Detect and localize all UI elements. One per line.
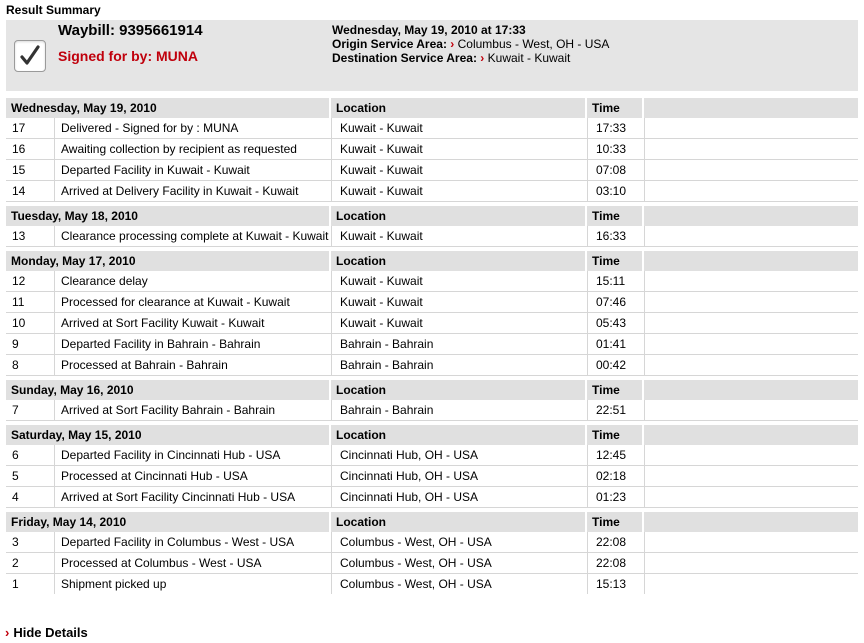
event-description: Shipment picked up: [54, 574, 331, 594]
event-number: 2: [6, 553, 54, 574]
table-row: [6, 292, 858, 313]
event-location: Columbus - West, OH - USA: [331, 574, 587, 594]
event-location: Kuwait - Kuwait: [331, 292, 587, 313]
row-filler: [644, 271, 858, 292]
event-location: Cincinnati Hub, OH - USA: [331, 445, 587, 466]
table-row: [6, 532, 858, 553]
event-time: 22:08: [587, 532, 644, 553]
header-filler: [644, 98, 858, 118]
event-location: Cincinnati Hub, OH - USA: [331, 487, 587, 508]
event-description: Processed for clearance at Kuwait - Kuwait: [54, 292, 331, 313]
event-time: 16:33: [587, 226, 644, 247]
row-filler: [644, 313, 858, 334]
row-filler: [644, 532, 858, 553]
event-number: 8: [6, 355, 54, 376]
date-header: Friday, May 14, 2010: [6, 512, 331, 532]
table-row: [6, 118, 858, 139]
event-number: 12: [6, 271, 54, 292]
row-filler: [644, 118, 858, 139]
event-number: 1: [12, 577, 19, 591]
event-location: Kuwait - Kuwait: [331, 160, 587, 181]
date-group-header: [6, 425, 858, 445]
event-location: Kuwait - Kuwait: [331, 313, 587, 334]
event-number: 14: [6, 181, 54, 202]
signed-for-status: Signed for by: MUNA: [58, 48, 198, 64]
destination-value: Kuwait - Kuwait: [487, 51, 571, 65]
row-filler: [644, 160, 858, 181]
hide-details-link[interactable]: [5, 625, 88, 640]
table-row: [6, 445, 858, 466]
event-time: 01:41: [587, 334, 644, 355]
date-header: Monday, May 17, 2010: [6, 251, 331, 271]
tracking-events-table: [6, 98, 858, 594]
event-time: 01:23: [587, 487, 644, 508]
row-filler: [644, 553, 858, 574]
event-number: 6: [6, 445, 54, 466]
event-location: Kuwait - Kuwait: [331, 226, 587, 247]
result-summary-panel: [6, 20, 858, 91]
table-row: [6, 334, 858, 355]
event-number: 16: [6, 139, 54, 160]
row-filler: [644, 334, 858, 355]
location-column-header: Location: [331, 425, 587, 445]
event-description: Awaiting collection by recipient as requested: [54, 139, 331, 160]
origin-arrow-icon: ›: [450, 37, 455, 51]
event-time: 02:18: [587, 466, 644, 487]
origin-value: Columbus - West, OH - USA: [457, 37, 610, 51]
table-row: [6, 160, 858, 181]
event-time: 15:13: [587, 574, 644, 594]
header-filler: [644, 206, 858, 226]
row-filler: [644, 487, 858, 508]
event-time: 15:11: [587, 271, 644, 292]
date-header: Wednesday, May 19, 2010: [6, 98, 331, 118]
row-filler: [644, 445, 858, 466]
table-row: [6, 466, 858, 487]
event-time: 05:43: [587, 313, 644, 334]
event-description: Processed at Cincinnati Hub - USA: [54, 466, 331, 487]
event-time: 00:42: [587, 355, 644, 376]
table-row: [6, 574, 858, 594]
event-location: Cincinnati Hub, OH - USA: [331, 466, 587, 487]
table-row: [6, 226, 858, 247]
time-column-header: Time: [587, 512, 644, 532]
event-description: Arrived at Sort Facility Bahrain - Bahrain: [54, 400, 331, 421]
event-description: Clearance processing complete at Kuwait - Kuwait: [54, 226, 331, 247]
event-number: 10: [6, 313, 54, 334]
destination-label: Destination Service Area:: [332, 51, 477, 65]
table-row: [6, 553, 858, 574]
event-time: 12:45: [587, 445, 644, 466]
event-time: 10:33: [587, 139, 644, 160]
location-column-header: Location: [331, 206, 587, 226]
date-header: Saturday, May 15, 2010: [6, 425, 331, 445]
time-column-header: Time: [587, 380, 644, 400]
event-number: 3: [6, 532, 54, 553]
date-header: Tuesday, May 18, 2010: [6, 206, 331, 226]
event-number: 15: [6, 160, 54, 181]
waybill-number: Waybill: 9395661914: [58, 22, 203, 39]
delivery-datetime: Wednesday, May 19, 2010 at 17:33: [332, 23, 526, 37]
table-row: [6, 487, 858, 508]
event-time: 03:10: [587, 181, 644, 202]
event-location: Kuwait - Kuwait: [331, 271, 587, 292]
date-group-header: [6, 251, 858, 271]
date-group-header: [6, 206, 858, 226]
event-time: 22:08: [587, 553, 644, 574]
event-number: 11: [6, 292, 54, 313]
table-row: [6, 313, 858, 334]
event-time: 22:51: [587, 400, 644, 421]
time-column-header: Time: [587, 425, 644, 445]
event-description: Departed Facility in Bahrain - Bahrain: [54, 334, 331, 355]
date-group-header: [6, 98, 858, 118]
row-filler: [644, 139, 858, 160]
table-row: [6, 181, 858, 202]
row-filler: [644, 292, 858, 313]
hide-details-arrow-icon: ›: [5, 625, 10, 640]
event-description: Arrived at Delivery Facility in Kuwait - Kuwait: [54, 181, 331, 202]
time-column-header: Time: [587, 206, 644, 226]
time-column-header: Time: [587, 251, 644, 271]
destination-arrow-icon: ›: [480, 51, 485, 65]
event-location: Columbus - West, OH - USA: [331, 553, 587, 574]
event-description: Departed Facility in Columbus - West - USA: [54, 532, 331, 553]
location-column-header: Location: [331, 98, 587, 118]
event-time: 07:08: [587, 160, 644, 181]
event-description: Processed at Columbus - West - USA: [54, 553, 331, 574]
delivered-check-icon: [14, 40, 46, 72]
table-row: [6, 355, 858, 376]
event-description: Departed Facility in Cincinnati Hub - USA: [54, 445, 331, 466]
event-number: 13: [6, 226, 54, 247]
event-location: Columbus - West, OH - USA: [331, 532, 587, 553]
event-time: 07:46: [587, 292, 644, 313]
event-description: Delivered - Signed for by : MUNA: [54, 118, 331, 139]
row-filler: [644, 466, 858, 487]
event-description: Arrived at Sort Facility Cincinnati Hub - USA: [54, 487, 331, 508]
table-row: [6, 271, 858, 292]
event-location: Kuwait - Kuwait: [331, 181, 587, 202]
row-filler: [644, 355, 858, 376]
date-header: Sunday, May 16, 2010: [6, 380, 331, 400]
event-location: Bahrain - Bahrain: [331, 400, 587, 421]
event-description: Departed Facility in Kuwait - Kuwait: [54, 160, 331, 181]
location-column-header: Location: [331, 251, 587, 271]
row-filler: [644, 400, 858, 421]
date-group-header: [6, 512, 858, 532]
header-filler: [644, 380, 858, 400]
event-description: Processed at Bahrain - Bahrain: [54, 355, 331, 376]
header-filler: [644, 512, 858, 532]
origin-label: Origin Service Area:: [332, 37, 447, 51]
row-filler: [644, 181, 858, 202]
event-location: Kuwait - Kuwait: [331, 118, 587, 139]
summary-details: [332, 23, 622, 65]
event-location: Bahrain - Bahrain: [331, 334, 587, 355]
event-number: 4: [6, 487, 54, 508]
header-filler: [644, 251, 858, 271]
event-number: 7: [6, 400, 54, 421]
event-time: 17:33: [587, 118, 644, 139]
table-row: [6, 139, 858, 160]
event-description: Arrived at Sort Facility Kuwait - Kuwait: [54, 313, 331, 334]
location-column-header: Location: [331, 512, 587, 532]
event-location: Bahrain - Bahrain: [331, 355, 587, 376]
header-filler: [644, 425, 858, 445]
time-column-header: Time: [587, 98, 644, 118]
date-group-header: [6, 380, 858, 400]
event-number: 17: [6, 118, 54, 139]
row-filler: [644, 574, 858, 594]
event-location: Kuwait - Kuwait: [331, 139, 587, 160]
event-description: Clearance delay: [54, 271, 331, 292]
location-column-header: Location: [331, 380, 587, 400]
event-number: 9: [6, 334, 54, 355]
result-summary-title: Result Summary: [6, 3, 101, 17]
hide-details-label: Hide Details: [13, 625, 88, 640]
event-number: 5: [6, 466, 54, 487]
row-filler: [644, 226, 858, 247]
table-row: [6, 400, 858, 421]
